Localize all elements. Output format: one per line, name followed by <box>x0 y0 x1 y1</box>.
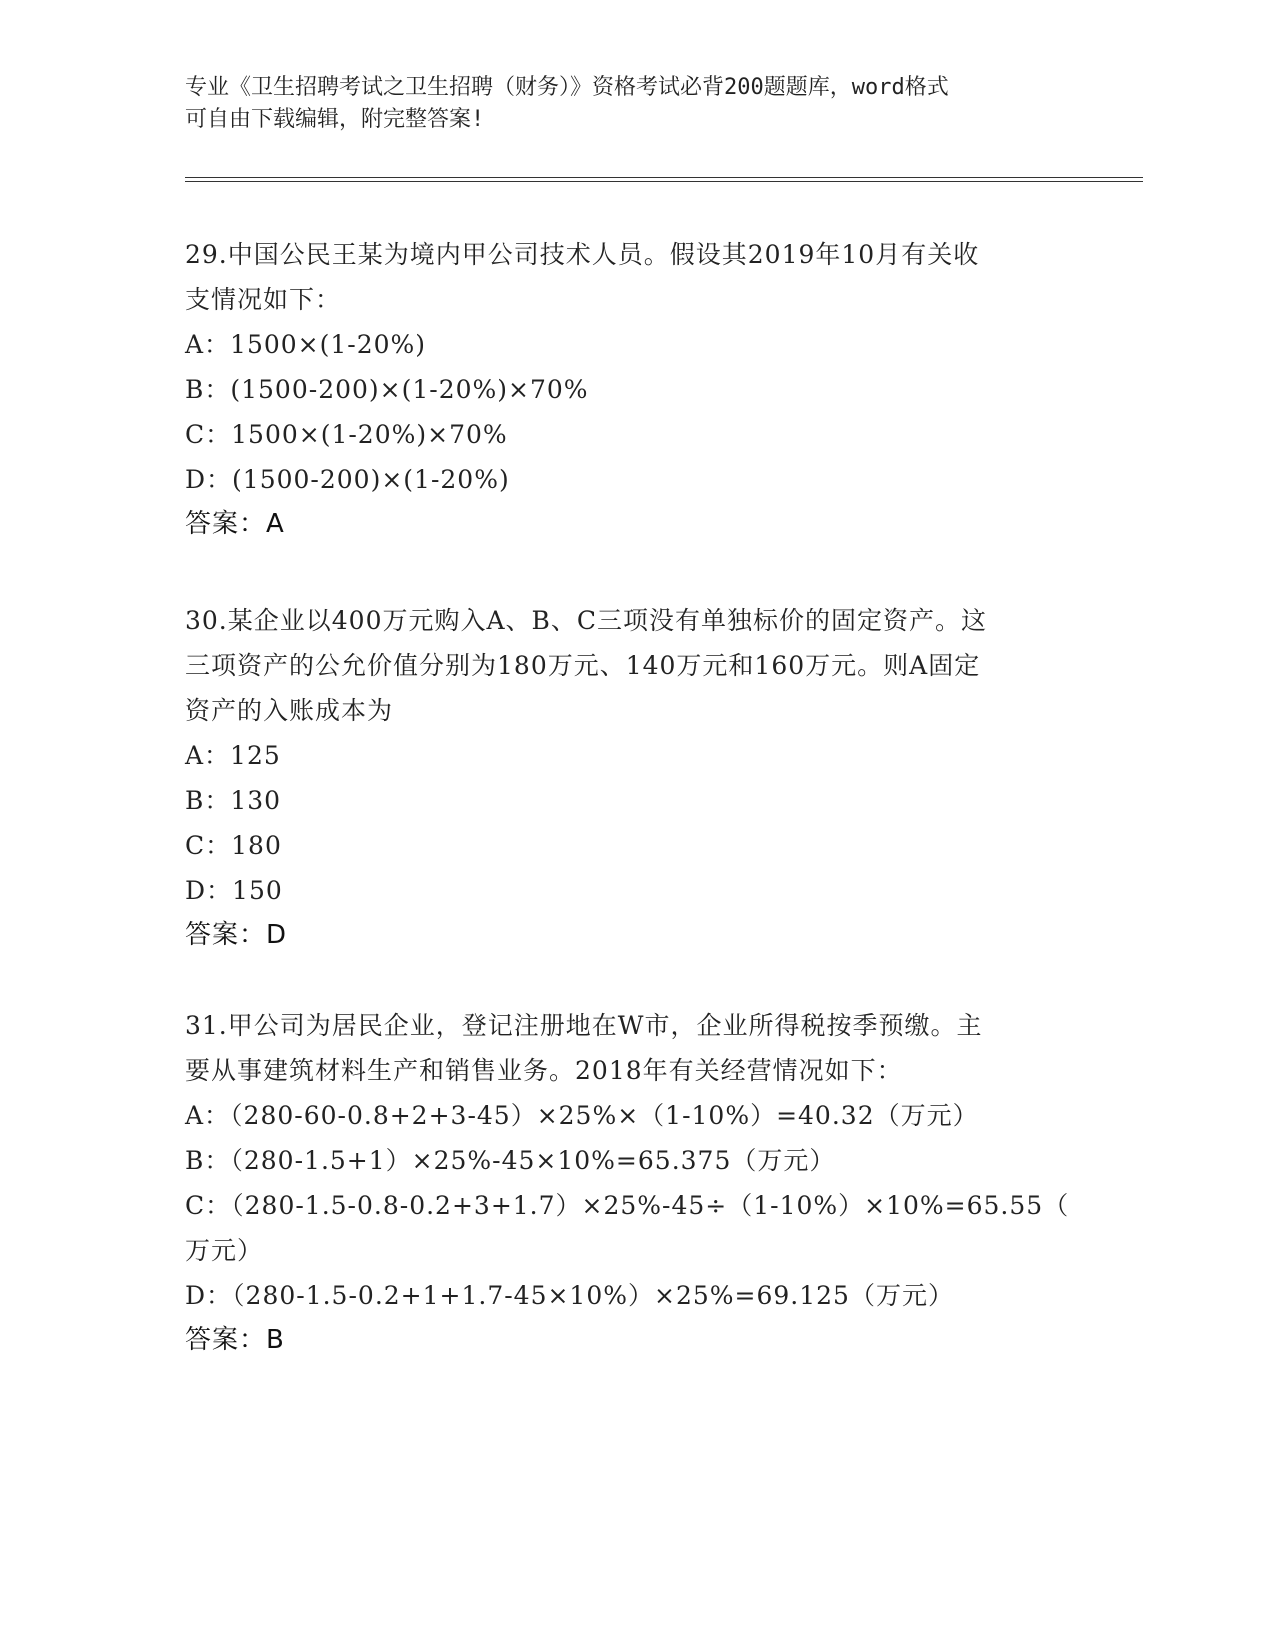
option-a: A：（280-60-0.8+2+3-45）×25%×（1-10%）=40.32（万元） <box>185 1101 979 1130</box>
option-c: C：（280-1.5-0.8-0.2+3+1.7）×25%-45÷（1-10%）×10%=65.55（ <box>185 1191 1070 1220</box>
option-b: B：(1500-200)×(1-20%)×70% <box>185 375 589 404</box>
question-stem: 30.某企业以400万元购入A、B、C三项没有单独标价的固定资产。这 <box>185 606 988 635</box>
question-stem: 三项资产的公允价值分别为180万元、140万元和160万元。则A固定 <box>185 651 981 680</box>
option-a: A：125 <box>185 741 281 770</box>
header-divider <box>185 177 1143 178</box>
question-stem: 支情况如下： <box>185 285 342 314</box>
question-stem: 31.甲公司为居民企业，登记注册地在W市，企业所得税按季预缴。主 <box>185 1011 983 1040</box>
header-line: 可自由下载编辑，附完整答案! <box>185 107 485 132</box>
question-29 <box>185 232 1085 547</box>
option-b: B：130 <box>185 786 282 815</box>
header-divider <box>185 181 1143 182</box>
question-stem: 29.中国公民王某为境内甲公司技术人员。假设其2019年10月有关收 <box>185 240 980 269</box>
option-c: C：1500×(1-20%)×70% <box>185 420 508 449</box>
option-b: B：（280-1.5+1）×25%-45×10%=65.375（万元） <box>185 1146 836 1175</box>
option-d: D：（280-1.5-0.2+1+1.7-45×10%）×25%=69.125（万元） <box>185 1281 954 1310</box>
question-31 <box>185 1003 1085 1363</box>
answer: 答案：B <box>185 1325 285 1355</box>
answer: 答案：D <box>185 920 288 950</box>
question-30 <box>185 598 1085 958</box>
option-c: C：180 <box>185 831 282 860</box>
answer: 答案：A <box>185 509 285 539</box>
option-d: D：150 <box>185 876 283 905</box>
option-c-continued: 万元） <box>185 1236 264 1265</box>
document-header <box>185 72 1065 136</box>
option-d: D：(1500-200)×(1-20%) <box>185 465 510 494</box>
question-stem: 资产的入账成本为 <box>185 696 394 725</box>
header-line: 专业《卫生招聘考试之卫生招聘（财务）》资格考试必背200题题库，word格式 <box>185 75 949 100</box>
question-stem: 要从事建筑材料生产和销售业务。2018年有关经营情况如下： <box>185 1056 903 1085</box>
option-a: A：1500×(1-20%) <box>185 330 427 359</box>
